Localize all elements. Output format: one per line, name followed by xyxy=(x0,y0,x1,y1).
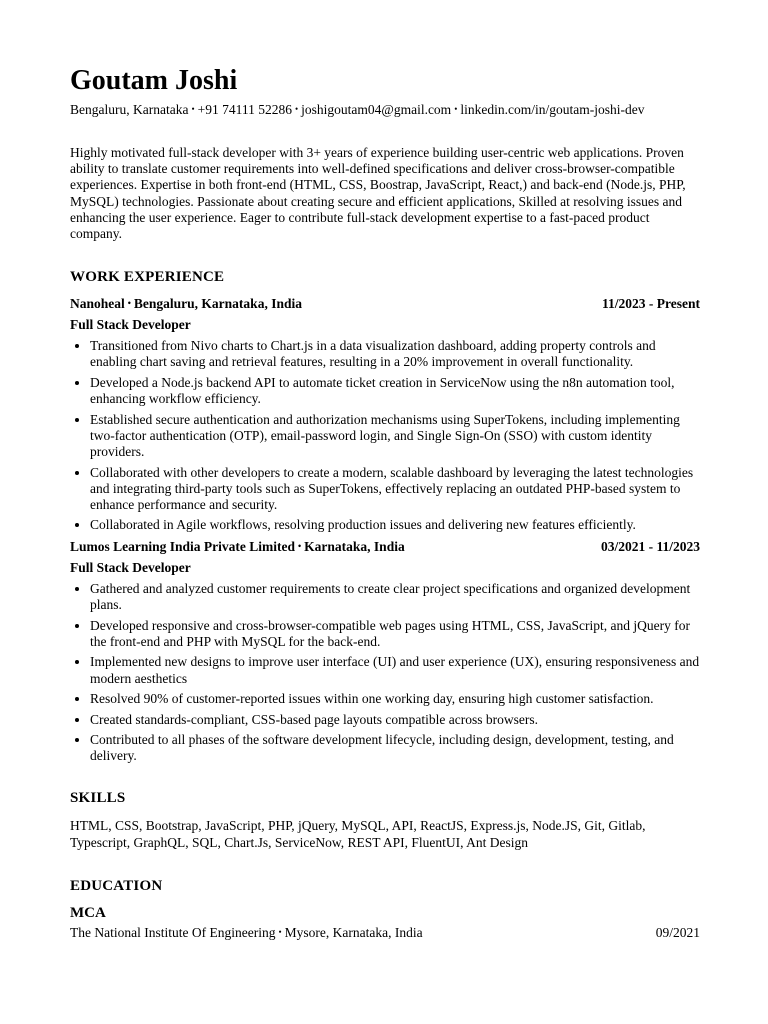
professional-summary: Highly motivated full-stack developer with 3+ years of experience building user-centric web applications. Proven ability to translate customer requirements into well-defined specifications and deliver cross-browser-compatible experiences. Expertise in both front-end (HTML, CSS, Boostrap, JavaScript, React,) and back-end (Node.js, PHP, MySQL) technologies. Passionate about creating secure and efficient applications, Skilled at resolving issues and enhancing the user experience. Eager to contribute full-stack development expertise to a fast-paced product company. xyxy=(70,145,686,242)
education-institution-line xyxy=(70,924,423,943)
education-location: Mysore, Karnataka, India xyxy=(284,924,423,940)
resume-page xyxy=(70,64,700,943)
job-company-line xyxy=(70,295,302,314)
section-title-work: WORK EXPERIENCE xyxy=(70,269,225,286)
section-title-skills: SKILLS xyxy=(70,790,126,807)
contact-location: Bengaluru, Karnataka xyxy=(70,102,189,117)
job-dates: 03/2021 - 11/2023 xyxy=(600,538,700,554)
education-degree: MCA xyxy=(70,904,106,921)
job-company: Lumos Learning India Private Limited xyxy=(70,538,296,554)
section-title-education: EDUCATION xyxy=(70,877,163,894)
job-header xyxy=(70,538,700,557)
separator-dot: • xyxy=(191,104,195,114)
education-line xyxy=(70,924,700,943)
contact-linkedin: linkedin.com/in/goutam-joshi-dev xyxy=(460,102,645,117)
separator-dot: • xyxy=(278,926,282,937)
job-header xyxy=(70,295,700,314)
skills-section xyxy=(70,789,700,850)
candidate-name: Goutam Joshi xyxy=(70,65,238,96)
job-dates: 11/2023 - Present xyxy=(602,296,700,312)
contact-email: joshigoutam04@gmail.com xyxy=(301,102,452,117)
job-bullets xyxy=(70,581,700,765)
resume-header xyxy=(70,64,700,120)
job-bullet: • Established secure authentication and authorization mechanisms using SuperTokens, including implementing two-factor authentication (OTP), email-password login, and Single Sign-On (SSO) with custom identity providers. xyxy=(90,412,700,461)
job-company-line xyxy=(70,538,405,557)
work-experience-section xyxy=(70,268,700,764)
skills-list: HTML, CSS, Bootstrap, JavaScript, PHP, jQuery, MySQL, API, ReactJS, Express.js, Node.JS, Git, Gitlab, Typescript, GraphQL, SQL, Chart.Js, ServiceNow, REST API, FluentUI, Ant Design xyxy=(70,818,646,850)
job-entry xyxy=(70,295,700,533)
job-bullet: • Developed responsive and cross-browser-compatible web pages using HTML, CSS, JavaScript, and jQuery for the front-end and PHP with MySQL for the back-end. xyxy=(90,618,700,650)
contact-line xyxy=(70,101,700,120)
job-bullet: • Resolved 90% of customer-reported issues within one working day, ensuring high customer satisfaction. xyxy=(90,691,700,707)
job-bullet: • Developed a Node.js backend API to automate ticket creation in ServiceNow using the n8n automation tool, enhancing workflow efficiency. xyxy=(90,375,700,407)
job-role: Full Stack Developer xyxy=(70,317,191,333)
job-company: Nanoheal xyxy=(70,296,125,312)
job-location: Bengaluru, Karnataka, India xyxy=(133,296,302,312)
education-section xyxy=(70,877,700,943)
job-bullet: • Contributed to all phases of the software development lifecycle, including design, development, testing, and delivery. xyxy=(90,732,700,764)
job-bullet: • Collaborated with other developers to create a modern, scalable dashboard by leveraging the latest technologies and integrating third-party tools such as SuperTokens, effectively replacing an outdated PHP-based system to enhance performance and security. xyxy=(90,465,700,514)
separator-dot: • xyxy=(294,104,299,114)
job-bullet: • Created standards-compliant, CSS-based page layouts compatible across browsers. xyxy=(90,712,700,728)
job-bullets xyxy=(70,338,700,533)
separator-dot: • xyxy=(127,298,131,309)
education-date: 09/2021 xyxy=(655,924,700,940)
separator-dot: • xyxy=(298,540,302,551)
job-bullet: • Gathered and analyzed customer requirements to create clear project specifications and organized development plans. xyxy=(90,581,700,613)
job-role: Full Stack Developer xyxy=(70,559,191,575)
separator-dot: • xyxy=(454,104,458,114)
job-bullet: • Implemented new designs to improve user interface (UI) and user experience (UX), ensuring responsiveness and modern aesthetics xyxy=(90,654,700,686)
job-entry xyxy=(70,538,700,765)
education-institution: The National Institute Of Engineering xyxy=(70,924,276,940)
contact-phone: +91 74111 52286 xyxy=(197,102,292,117)
job-bullet: • Transitioned from Nivo charts to Chart.js in a data visualization dashboard, adding property controls and enabling chart saving and retrieval features, resulting in a 20% improvement in overall functionality. xyxy=(90,338,700,370)
job-bullet: • Collaborated in Agile workflows, resolving production issues and delivering new features efficiently. xyxy=(90,517,700,533)
job-location: Karnataka, India xyxy=(304,538,405,554)
